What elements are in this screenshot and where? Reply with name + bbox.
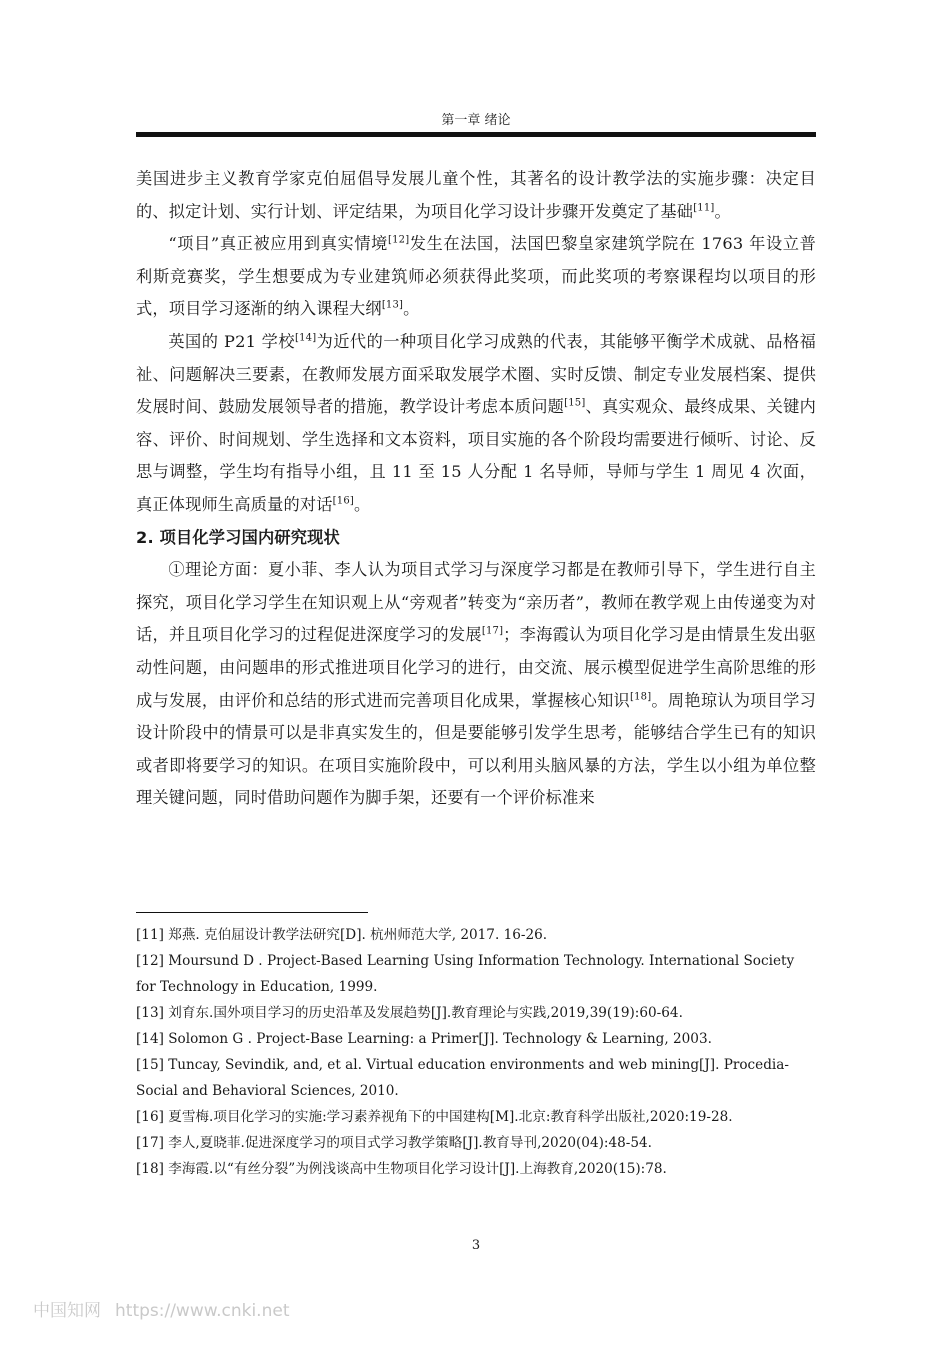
citation-15[interactable]: [15]	[564, 397, 586, 409]
citation-17[interactable]: [17]	[481, 625, 504, 637]
section-heading: 2. 项目化学习国内研究现状	[136, 527, 340, 547]
body-text	[136, 163, 816, 815]
footnote-17: [17] 李人,夏晓菲.促进深度学习的项目式学习教学策略[J].教育导刊,2020(04):48-54.	[136, 1135, 652, 1151]
citation-13[interactable]: [13]	[381, 299, 404, 311]
citation-12[interactable]: [12]	[388, 234, 410, 246]
watermark-url[interactable]: https://www.cnki.net	[115, 1301, 290, 1321]
citation-11[interactable]: [11]	[693, 202, 715, 214]
footnote-16: [16] 夏雪梅.项目化学习的实施:学习素养视角下的中国建构[M].北京:教育科学出版社,2020:19-28.	[136, 1109, 733, 1125]
citation-16[interactable]: [16]	[332, 495, 354, 507]
cnki-watermark	[33, 1296, 303, 1321]
page-number: 3	[471, 1238, 481, 1253]
header-rule	[136, 132, 816, 137]
paragraph-4: ①理论方面：夏小菲、李人认为项目式学习与深度学习都是在教师引导下，学生进行自主探究，项目化学习学生在知识观上从“旁观者”转变为“亲历者”，教师在教学观上由传递变为对话，并且项目化学习的过程促进深度学习的发展[17]；李海霞认为项目化学习是由情景生发出驱动性问题，由问题串的形式推进项目化学习的进行，由交流、展示模型促进学生高阶思维的形成与发展，由评价和总结的形式进而完善项目化成果，掌握核心知识[18]。周艳琼认为项目学习设计阶段中的情景可以是非真实发生的，但是要能够引发学生思考，能够结合学生已有的知识或者即将要学习的知识。在项目实施阶段中，可以利用头脑风暴的方法，学生以小组为单位整理关键问题，同时借助问题作为脚手架，还要有一个评价标准来	[136, 560, 817, 808]
footnote-13: [13] 刘育东.国外项目学习的历史沿革及发展趋势[J].教育理论与实践,2019,39(19):60-64.	[136, 1005, 683, 1021]
footnote-12: [12] Moursund D . Project-Based Learning Using Information Technology. International Society for Technology in Education, 1999.	[136, 953, 795, 995]
paragraph-2: “项目”真正被应用到真实情境[12]发生在法国，法国巴黎皇家建筑学院在 1763 年设立普利斯竞赛奖，学生想要成为专业建筑师必须获得此奖项，而此奖项的考察课程均以项目的形式，项目学习逐渐的纳入课程大纲[13]。	[136, 234, 816, 319]
footnote-18: [18] 李海霞.以“有丝分裂”为例浅谈高中生物项目化学习设计[J].上海教育,2020(15):78.	[136, 1161, 667, 1177]
footnote-15: [15] Tuncay, Sevindik, and, et al. Virtual education environments and web mining[J]. Procedia-Social and Behavioral Sciences, 2010.	[136, 1057, 789, 1099]
footnote-14: [14] Solomon G . Project-Base Learning: a Primer[J]. Technology & Learning, 2003.	[136, 1031, 712, 1047]
citation-14[interactable]: [14]	[295, 332, 317, 344]
paragraph-1: 美国进步主义教育学家克伯屈倡导发展儿童个性，其著名的设计教学法的实施步骤：决定目的、拟定计划、实行计划、评定结果，为项目化学习设计步骤开发奠定了基础[11]。	[136, 169, 816, 221]
paragraph-3: 英国的 P21 学校[14]为近代的一种项目化学习成熟的代表，其能够平衡学术成就、品格福祉、问题解决三要素，在教师发展方面采取发展学术圈、实时反馈、制定专业发展档案、提供发展时间、鼓励发展领导者的措施，教学设计考虑本质问题[15]、真实观众、最终成果、关键内容、评价、时间规划、学生选择和文本资料，项目实施的各个阶段均需要进行倾听、讨论、反思与调整，学生均有指导小组，且 11 至 15 人分配 1 名导师，导师与学生 1 周见 4 次面，真正体现师生高质量的对话[16]。	[136, 331, 817, 514]
watermark-brand: 中国知网	[33, 1301, 101, 1321]
citation-18[interactable]: [18]	[630, 691, 652, 703]
footnote-11: [11] 郑燕. 克伯屈设计教学法研究[D]. 杭州师范大学, 2017. 16-26.	[136, 927, 548, 943]
footnotes	[136, 922, 816, 1182]
running-header: 第一章 绪论	[441, 113, 511, 128]
footnote-rule	[136, 912, 368, 913]
